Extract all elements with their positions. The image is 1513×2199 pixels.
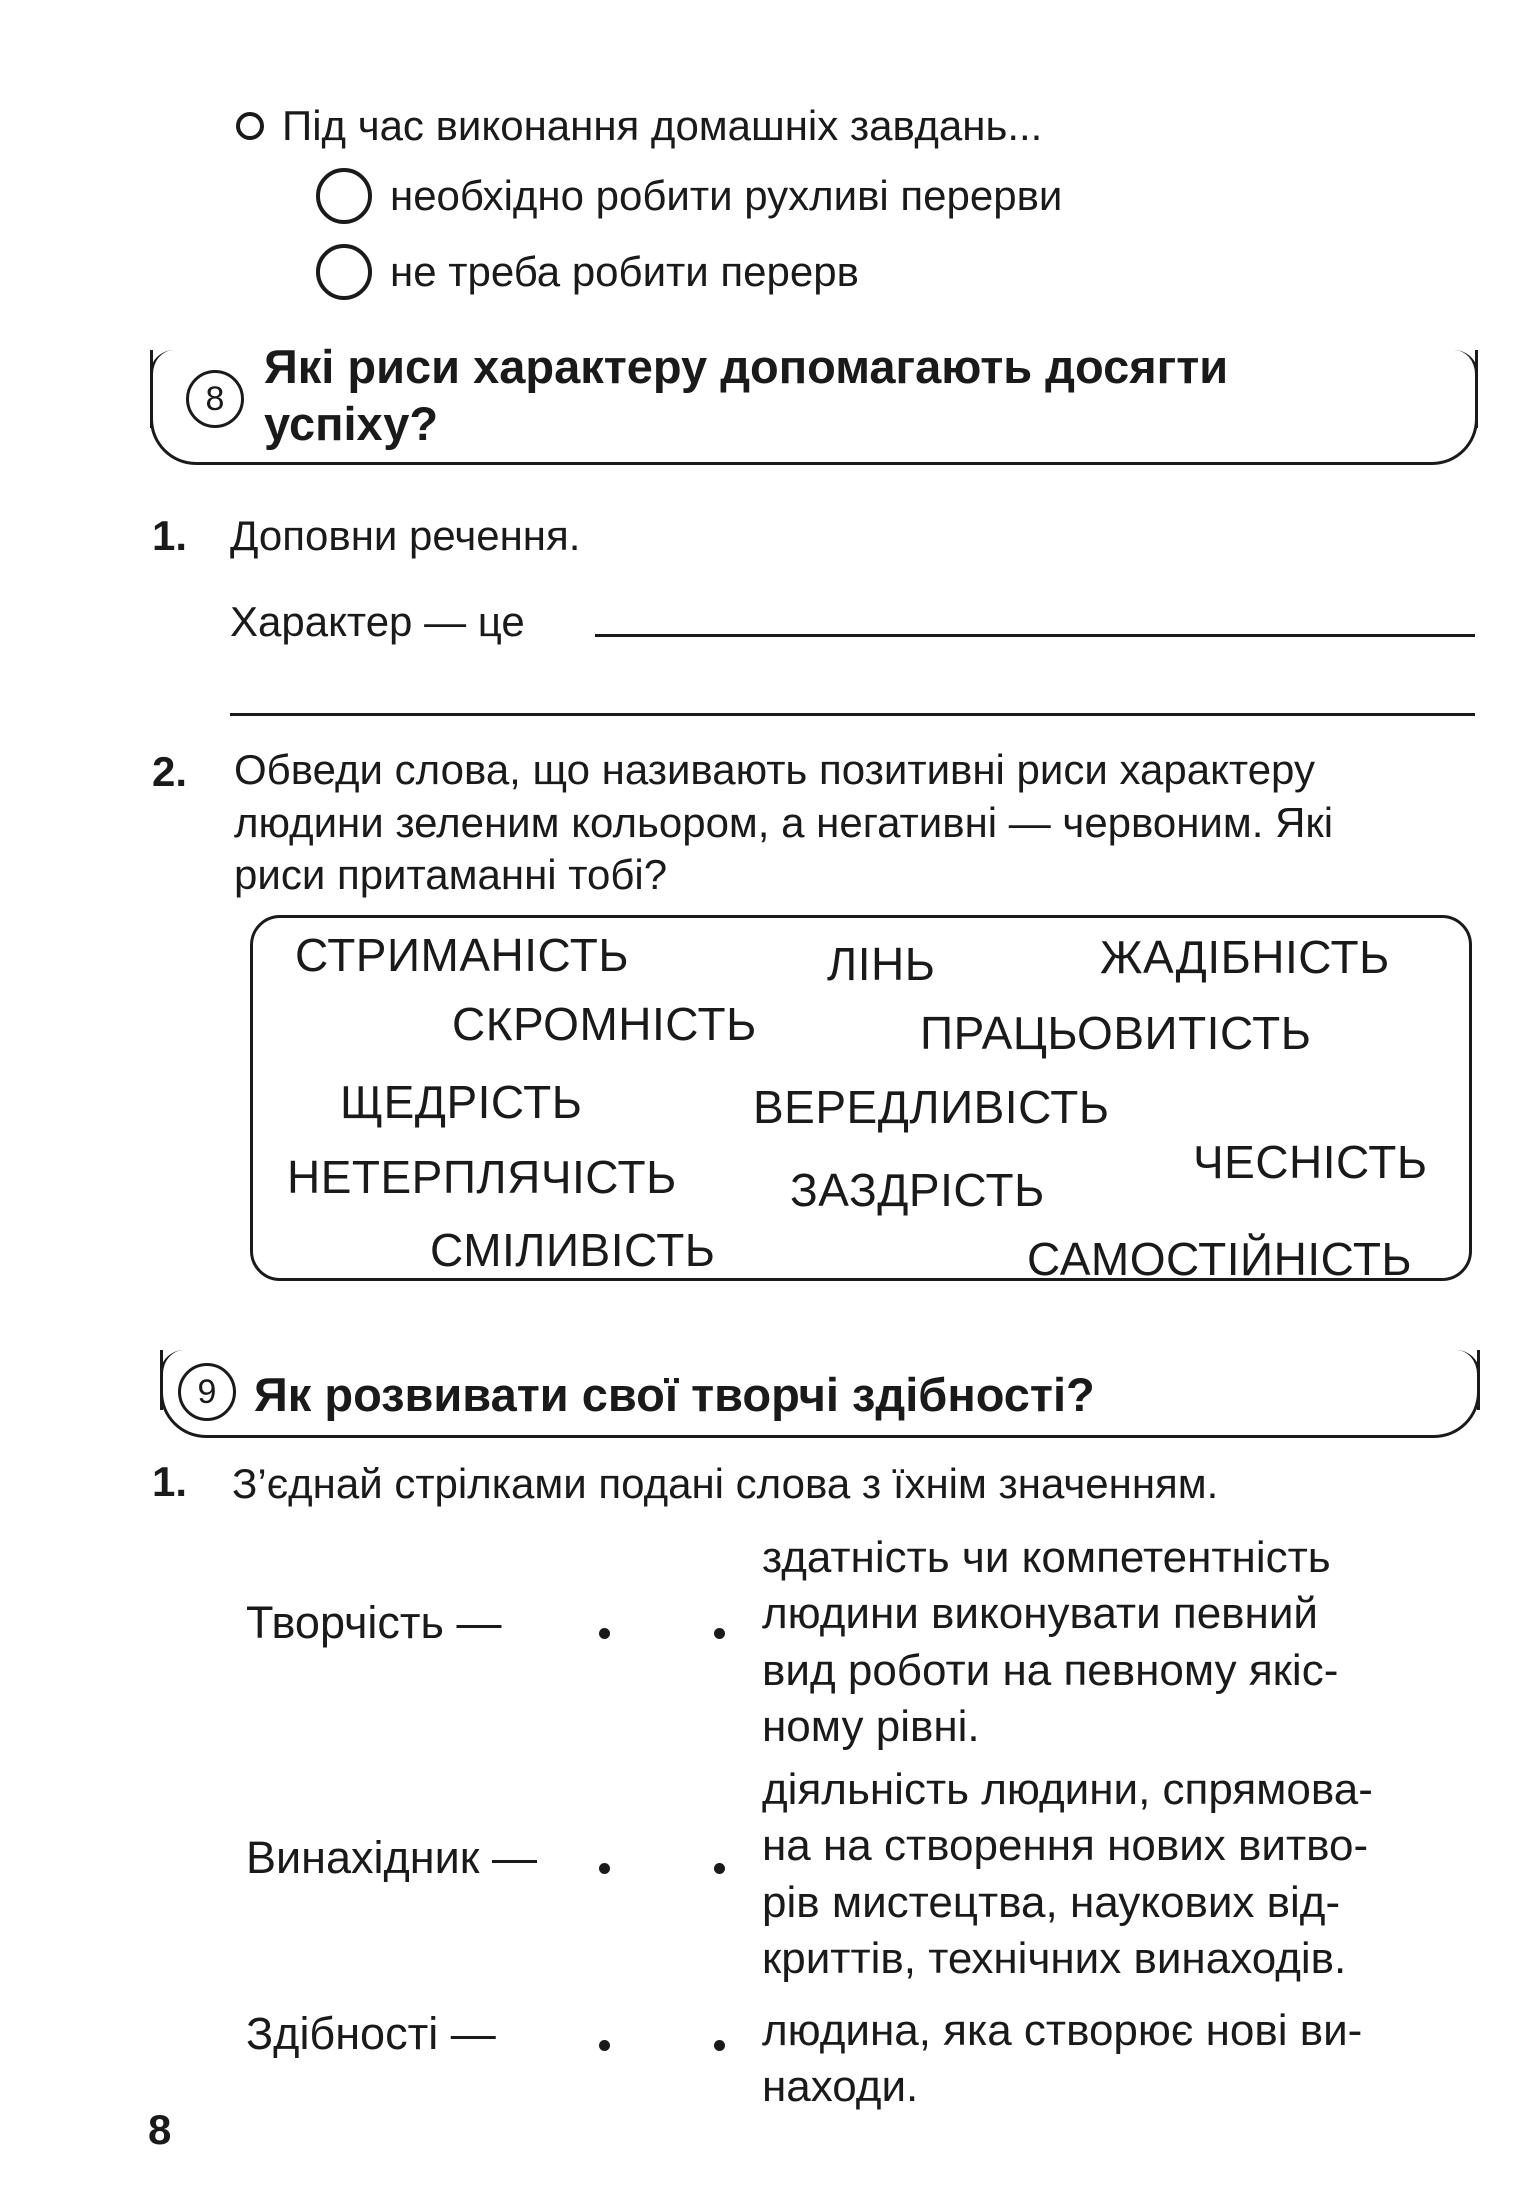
top-question-text: Під час виконання домашніх завдань... (282, 102, 1043, 149)
term-abilities: Здібності — (246, 2008, 496, 2059)
task-1-number: 1. (152, 1458, 188, 1505)
task-1-instruction: Доповни речення. (230, 512, 581, 559)
character-prompt: Характер — це (230, 598, 525, 645)
task-2-line-2: людини зеленим кольором, а негативні — червоним. Які (234, 798, 1334, 846)
definition-line: діяльність людини, спрямова- (762, 1765, 1373, 1814)
answer-line-2[interactable] (230, 713, 1475, 716)
definition-line: рів мистецтва, наукових від- (762, 1877, 1341, 1927)
term-dot[interactable] (599, 1628, 610, 1639)
definition-line: вид роботи на певному якіс- (762, 1645, 1339, 1695)
word-item[interactable]: НЕТЕРПЛЯЧІСТЬ (287, 1151, 677, 1203)
section-9-number-badge (178, 1363, 236, 1421)
definition-line: людини виконувати певний (762, 1589, 1318, 1639)
section-8-number: 8 (205, 379, 225, 418)
definition-line: ному рівні. (762, 1701, 980, 1751)
word-item[interactable]: СКРОМНІСТЬ (452, 998, 757, 1050)
definition-dot[interactable] (714, 2040, 725, 2051)
task-1-number: 1. (152, 512, 188, 559)
bullet-circle-icon (236, 112, 264, 140)
radio-option-label: необхідно робити рухливі перерви (390, 171, 1063, 219)
word-item[interactable]: САМОСТІЙНІСТЬ (1027, 1233, 1413, 1285)
word-item[interactable]: ВЕРЕДЛИВІСТЬ (753, 1081, 1110, 1133)
answer-line-1[interactable] (595, 634, 1475, 637)
definition-line: людина, яка створює нові ви- (762, 2006, 1363, 2055)
top-question (236, 100, 1042, 153)
definition-dot[interactable] (714, 1863, 725, 1874)
word-item[interactable]: ЛІНЬ (827, 938, 936, 990)
task-2-instruction (234, 744, 1479, 902)
task-2-line-3: риси притаманні тобі? (234, 851, 668, 898)
section-9-title: Як розвивати свої творчі здібності? (254, 1368, 1095, 1421)
radio-circle-icon[interactable] (316, 244, 372, 300)
word-item[interactable]: ЩЕДРІСТЬ (340, 1076, 583, 1128)
section-8-title-line-2: успіху? (264, 397, 439, 451)
term-creativity: Творчість — (246, 1597, 502, 1648)
definition-1 (762, 1530, 1467, 1755)
definition-line: на на створення нових витво- (762, 1821, 1369, 1871)
definition-line: криттів, технічних винаходів. (762, 1933, 1347, 1983)
word-item[interactable]: ПРАЦЬОВИТІСТЬ (920, 1007, 1312, 1059)
task-2-line-1: Обведи слова, що називають позитивні риси характеру (234, 746, 1315, 793)
word-item[interactable]: СМІЛИВІСТЬ (430, 1224, 716, 1276)
word-item[interactable]: ЗАЗДРІСТЬ (790, 1164, 1045, 1216)
term-dot[interactable] (599, 2040, 610, 2051)
section-9-number: 9 (197, 1372, 217, 1411)
task-2-number: 2. (152, 748, 188, 795)
word-item[interactable]: ЧЕСНІСТЬ (1193, 1136, 1428, 1188)
radio-option-2[interactable] (316, 244, 859, 300)
definition-line: находи. (762, 2062, 919, 2112)
word-item[interactable]: СТРИМАНІСТЬ (295, 929, 630, 981)
page-number: 8 (148, 2106, 172, 2153)
section-8-number-badge (186, 370, 244, 428)
definition-2 (762, 1762, 1467, 1987)
definition-line: здатність чи компетентність (762, 1533, 1331, 1582)
radio-circle-icon[interactable] (316, 168, 372, 224)
word-item[interactable]: ЖАДІБНІСТЬ (1100, 931, 1390, 983)
definition-3 (762, 2003, 1467, 2116)
matching-instruction: З’єднай стрілками подані слова з їхнім значенням. (232, 1460, 1219, 1507)
section-8-title-line-1: Які риси характеру допомагають досягти (264, 340, 1229, 393)
radio-option-label: не треба робити перерв (390, 247, 859, 295)
radio-option-1[interactable] (316, 168, 1062, 224)
term-dot[interactable] (599, 1863, 610, 1874)
definition-dot[interactable] (714, 1628, 725, 1639)
term-inventor: Винахідник — (246, 1832, 537, 1883)
section-8-title (264, 338, 1228, 453)
